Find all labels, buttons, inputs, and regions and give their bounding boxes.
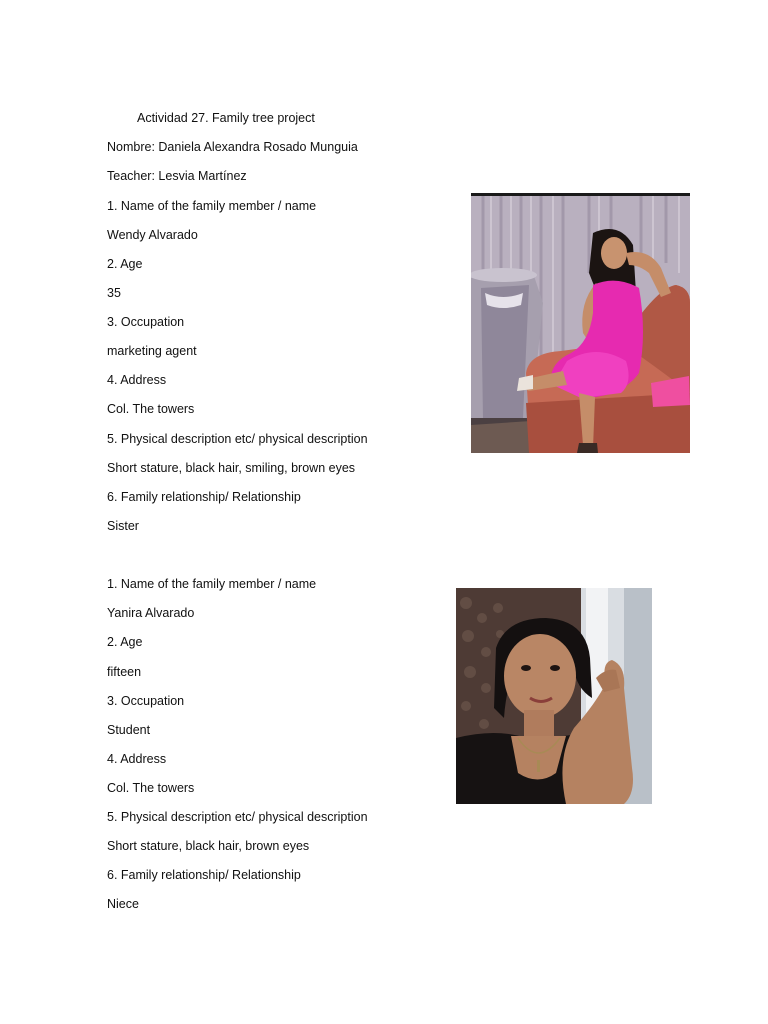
member2-occupation: Student: [107, 723, 151, 737]
member1-relationship: Sister: [107, 519, 139, 533]
member1-name: Wendy Alvarado: [107, 228, 198, 242]
member1-q-name: 1. Name of the family member / name: [107, 199, 317, 213]
member2-address: Col. The towers: [107, 781, 195, 795]
member1-q-occupation: 3. Occupation: [107, 315, 185, 329]
member1-photo: [471, 193, 690, 453]
member1-age: 35: [107, 286, 121, 300]
member2-photo: [456, 588, 652, 804]
teacher-name: Teacher: Lesvia Martínez: [107, 169, 247, 183]
member2-q-relationship: 6. Family relationship/ Relationship: [107, 868, 301, 882]
member2-q-age: 2. Age: [107, 635, 143, 649]
member2-relationship: Niece: [107, 897, 139, 911]
member2-name: Yanira Alvarado: [107, 606, 195, 620]
member2-description: Short stature, black hair, brown eyes: [107, 839, 310, 853]
member2-age: fifteen: [107, 665, 142, 679]
document-title: Actividad 27. Family tree project: [137, 111, 315, 125]
member1-q-description: 5. Physical description etc/ physical description: [107, 432, 368, 446]
member2-q-name: 1. Name of the family member / name: [107, 577, 317, 591]
student-name: Nombre: Daniela Alexandra Rosado Munguia: [107, 140, 358, 154]
member2-q-description: 5. Physical description etc/ physical description: [107, 810, 368, 824]
member1-q-address: 4. Address: [107, 373, 167, 387]
member1-description: Short stature, black hair, smiling, brown eyes: [107, 461, 356, 475]
member1-address: Col. The towers: [107, 402, 195, 416]
member2-q-occupation: 3. Occupation: [107, 694, 185, 708]
member1-q-relationship: 6. Family relationship/ Relationship: [107, 490, 301, 504]
member1-q-age: 2. Age: [107, 257, 143, 271]
member2-q-address: 4. Address: [107, 752, 167, 766]
member1-occupation: marketing agent: [107, 344, 197, 358]
